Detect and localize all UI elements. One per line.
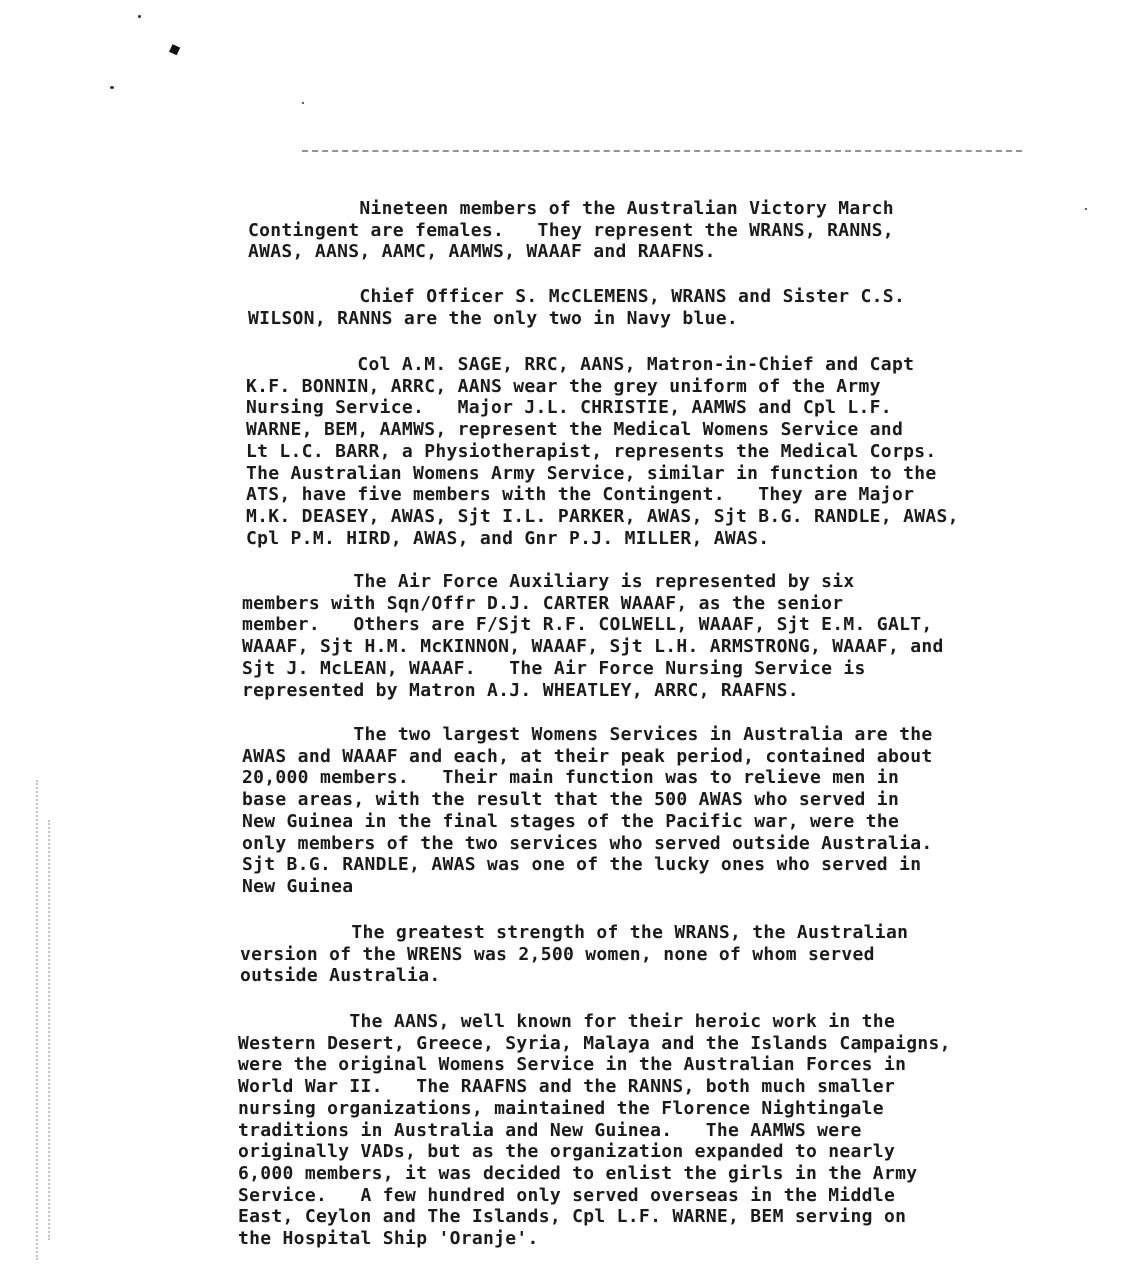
punch-hole-mark: ◆ xyxy=(164,34,184,62)
paragraph-aans: The AANS, well known for their heroic work in the Western Desert, Greece, Syria, Malaya and the Islands Campaigns, were the original Womens Service in the Australian Forces in World War II. The RAAFNS and the RANNS, both much smaller nursing organizations, maintained the Florence Nightingale traditions in Australia and New Guinea. The AAMWS were originally VADs, but as the organization expanded to nearly 6,000 members, it was decided to enlist the girls in the Army Service. A few hundred only served overseas in the Middle East, Ceylon and The Islands, Cpl L.F. WARNE, BEM serving on the Hospital Ship 'Oranje'. xyxy=(238,1011,951,1250)
paragraph-wrans-strength: The greatest strength of the WRANS, the Australian version of the WRENS was 2,500 women, none of whom served outside Australia. xyxy=(240,922,909,987)
paragraph-air-force: The Air Force Auxiliary is represented by six members with Sqn/Offr D.J. CARTER WAAAF, as the senior member. Others are F/Sjt R.F. COLWELL, WAAAF, Sjt E.M. GALT, WAAAF, Sjt H.M. McKINNON, WAAAF, Sjt L.H. ARMSTRONG, WAAAF, and Sjt J. McLEAN, WAAAF. The Air Force Nursing Service is represented by Matron A.J. WHEATLEY, ARRC, RAAFNS. xyxy=(242,571,944,701)
paragraph-navy-blue: Chief Officer S. McCLEMENS, WRANS and Sister C.S. WILSON, RANNS are the only two in Navy blue. xyxy=(248,286,906,329)
paper-speck xyxy=(1085,208,1087,210)
margin-dots xyxy=(36,780,40,1260)
margin-dots xyxy=(48,820,52,1240)
paper-speck xyxy=(138,15,141,18)
paragraph-victory-march: Nineteen members of the Australian Victory March Contingent are females. They represent the WRANS, RANNS, AWAS, AANS, AAMC, AAMWS, WAAAF and RAAFNS. xyxy=(248,198,894,263)
paper-speck xyxy=(302,102,304,104)
header-rule xyxy=(302,150,1022,152)
paragraph-army-nursing: Col A.M. SAGE, RRC, AANS, Matron-in-Chief and Capt K.F. BONNIN, ARRC, AANS wear the grey uniform of the Army Nursing Service. Major J.L. CHRISTIE, AAMWS and Cpl L.F. WARNE, BEM, AAMWS, represent the Medical Womens Service and Lt L.C. BARR, a Physiotherapist, represents the Medical Corps. The Australian Womens Army Service, similar in function to the ATS, have five members with the Contingent. They are Major M.K. DEASEY, AWAS, Sjt I.L. PARKER, AWAS, Sjt B.G. RANDLE, AWAS, Cpl P.M. HIRD, AWAS, and Gnr P.J. MILLER, AWAS. xyxy=(246,354,959,549)
paper-speck xyxy=(110,86,114,89)
paragraph-largest-services: The two largest Womens Services in Australia are the AWAS and WAAAF and each, at their peak period, contained about 20,000 members. Their main function was to relieve men in base areas, with the result that the 500 AWAS who served in New Guinea in the final stages of the Pacific war, were the only members of the two services who served outside Australia. Sjt B.G. RANDLE, AWAS was one of the lucky ones who served in New Guinea xyxy=(242,724,933,897)
